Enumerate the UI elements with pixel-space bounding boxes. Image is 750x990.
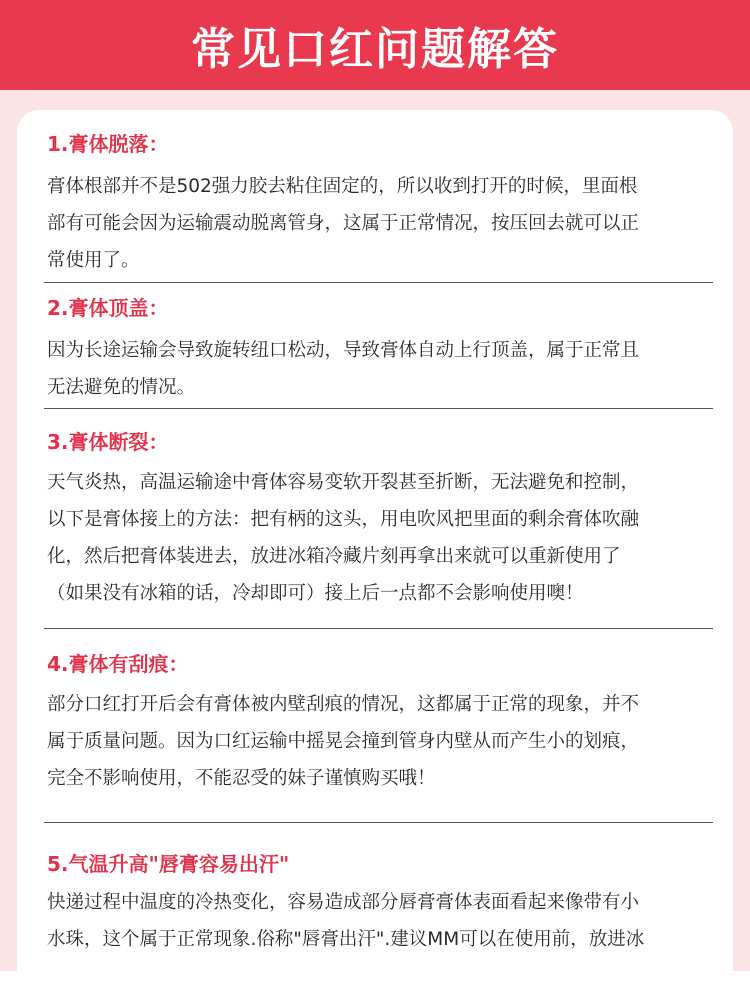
- faq-line: 以下是膏体接上的方法：把有柄的这头，用电吹风把里面的剩余膏体吹融: [47, 509, 640, 530]
- faq-line: 部有可能会因为运输震动脱离管身，这属于正常情况，按压回去就可以正: [47, 213, 640, 234]
- faq-line: 完全不影响使用，不能忍受的妹子谨慎购买哦！: [47, 768, 436, 789]
- faq-line: 水珠，这个属于正常现象.俗称"唇膏出汗".建议MM可以在使用前，放进冰: [47, 929, 645, 950]
- faq-title-1: 1.膏体脱落：: [47, 132, 169, 156]
- faq-line: 因为长途运输会导致旋转纽口松动，导致膏体自动上行顶盖，属于正常且: [47, 340, 640, 361]
- faq-section-4: [47, 650, 719, 797]
- faq-title-4: 4.膏体有刮痕：: [47, 652, 189, 676]
- faq-line: 快递过程中温度的冷热变化，容易造成部分唇膏膏体表面看起来像带有小: [47, 892, 640, 913]
- faq-body-2: [47, 332, 719, 406]
- faq-line: 部分口红打开后会有膏体被内壁刮痕的情况，这都属于正常的现象，并不: [47, 694, 640, 715]
- faq-line: 膏体根部并不是502强力胶去粘住固定的，所以收到打开的时候，里面根: [47, 176, 638, 197]
- faq-line: 天气炎热，高温运输途中膏体容易变软开裂甚至折断，无法避免和控制，: [47, 472, 640, 493]
- faq-section-1: [47, 130, 719, 279]
- faq-body-1: [47, 168, 719, 279]
- faq-body-5: [47, 884, 719, 958]
- faq-body-4: [47, 686, 719, 797]
- section-divider: [44, 282, 713, 283]
- faq-section-2: [47, 294, 719, 406]
- section-divider: [44, 628, 713, 629]
- faq-line: 无法避免的情况。: [47, 377, 196, 398]
- faq-section-5: [47, 850, 719, 958]
- faq-title-3: 3.膏体断裂：: [47, 430, 169, 454]
- faq-line: 属于质量问题。因为口红运输中摇晃会撞到管身内壁从而产生小的划痕，: [47, 731, 640, 752]
- section-divider: [44, 408, 713, 409]
- faq-section-3: [47, 428, 719, 612]
- section-divider: [44, 822, 713, 823]
- page-title: 常见口红问题解答: [191, 24, 559, 75]
- header-banner: [0, 0, 750, 90]
- faq-line: （如果没有冰箱的话，冷却即可）接上后一点都不会影响使用噢！: [47, 583, 584, 604]
- faq-body-3: [47, 464, 719, 612]
- faq-line: 常使用了。: [47, 250, 140, 271]
- faq-line: 化，然后把膏体装进去，放进冰箱冷藏片刻再拿出来就可以重新使用了: [47, 546, 621, 567]
- faq-title-2: 2.膏体顶盖：: [47, 296, 169, 320]
- faq-title-5: 5.气温升高"唇膏容易出汗": [47, 852, 290, 876]
